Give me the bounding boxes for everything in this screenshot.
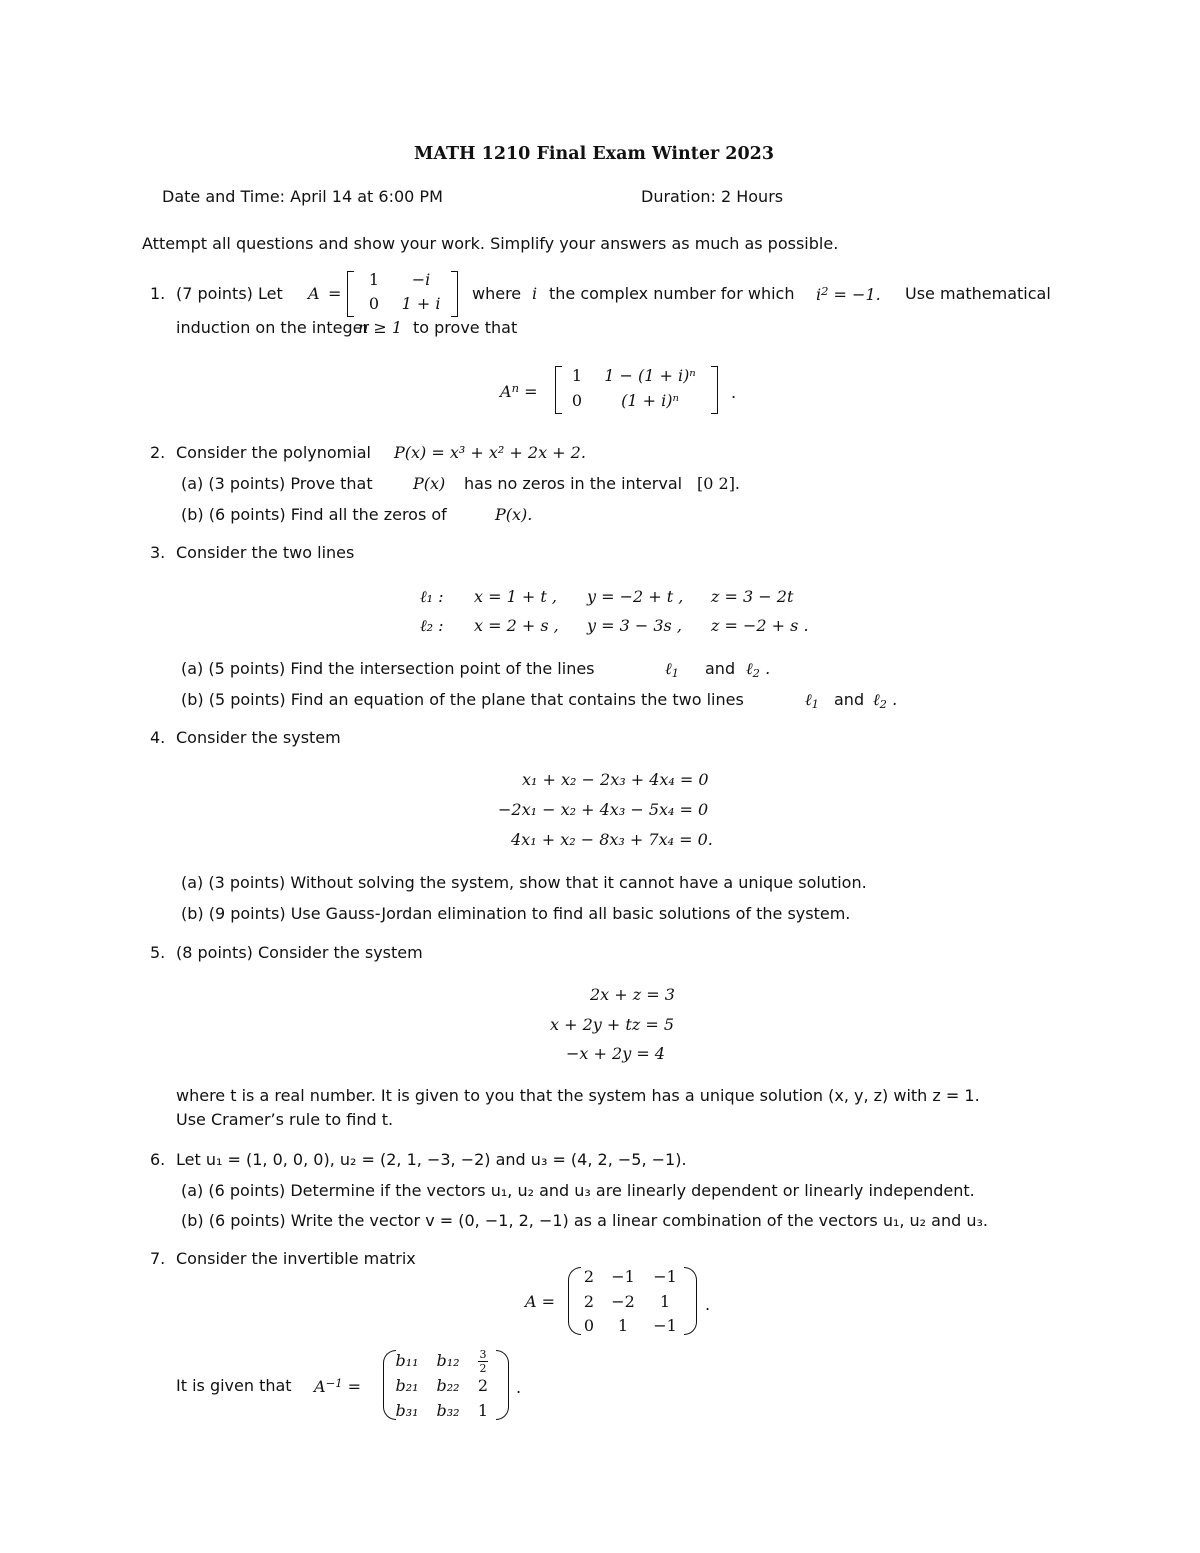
question-number: 1. bbox=[150, 284, 166, 303]
question-number: 6. bbox=[150, 1150, 166, 1169]
matrix-cell: 0 bbox=[368, 294, 380, 313]
question-text: where t is a real number. It is given to you that the system has a unique solution (x, y, z) with z = 1. bbox=[176, 1086, 980, 1105]
part-b: (b) (5 points) Find an equation of the plane that contains the two lines bbox=[181, 690, 744, 709]
question-text: Use mathematical bbox=[905, 284, 1051, 303]
math-text: A = bbox=[525, 1292, 556, 1311]
matrix-cell: 1 − (1 + i)ⁿ bbox=[604, 366, 696, 385]
exam-instructions: Attempt all questions and show your work. Simplify your answers as much as possible. bbox=[142, 234, 839, 253]
math-text: ℓ$_1$ bbox=[805, 690, 819, 711]
math-text: n ≥ 1 bbox=[358, 318, 403, 337]
fraction-denominator: 2 bbox=[479, 1362, 487, 1375]
polynomial: P(x) = x³ + x² + 2x + 2. bbox=[394, 443, 586, 462]
matrix-cell: −1 bbox=[611, 1267, 635, 1286]
right-bracket bbox=[711, 366, 718, 414]
matrix-cell: −i bbox=[411, 270, 431, 289]
matrix-cell: −1 bbox=[653, 1316, 677, 1335]
part-a: (a) (6 points) Determine if the vectors u₁, u₂ and u₃ are linearly dependent or linearly independent. bbox=[181, 1181, 975, 1200]
matrix-cell: b₁₂ bbox=[436, 1351, 460, 1370]
math-text: P(x). bbox=[495, 505, 533, 524]
matrix-cell: b₃₂ bbox=[436, 1401, 460, 1420]
line-label: ℓ₂ : bbox=[420, 616, 444, 635]
matrix-cell: 1 bbox=[477, 1401, 489, 1420]
question-text: to prove that bbox=[413, 318, 518, 337]
math-text: . bbox=[516, 1378, 522, 1397]
math-text: $A^{-1}$ = bbox=[314, 1376, 362, 1397]
equation: x = 2 + s , bbox=[474, 616, 559, 635]
math-text: i bbox=[532, 284, 538, 303]
part-a: (a) (3 points) Without solving the system, show that it cannot have a unique solution. bbox=[181, 873, 867, 892]
equation: z = −2 + s . bbox=[711, 616, 809, 635]
equation: 2x + z = 3 bbox=[590, 985, 675, 1004]
math-text: ℓ$_2$ . bbox=[873, 690, 898, 711]
matrix-cell: 1 bbox=[571, 366, 583, 385]
math-text: = bbox=[328, 284, 342, 303]
equation: y = 3 − 3s , bbox=[587, 616, 682, 635]
question-number: 3. bbox=[150, 543, 166, 562]
question-text: and bbox=[705, 659, 736, 678]
matrix-cell: 2 bbox=[583, 1292, 595, 1311]
question-text: Consider the polynomial bbox=[176, 443, 371, 462]
question-text: and bbox=[834, 690, 865, 709]
matrix-cell: −1 bbox=[653, 1267, 677, 1286]
part-b: (b) (9 points) Use Gauss-Jordan elimination to find all basic solutions of the system. bbox=[181, 904, 851, 923]
left-bracket bbox=[555, 366, 562, 414]
question-text: It is given that bbox=[176, 1376, 292, 1395]
part-a: (a) (5 points) Find the intersection point of the lines bbox=[181, 659, 595, 678]
line-label: ℓ₁ : bbox=[420, 587, 444, 606]
matrix-cell: 2 bbox=[583, 1267, 595, 1286]
equation: −2x₁ − x₂ + 4x₃ − 5x₄ = 0 bbox=[498, 800, 709, 819]
question-text: induction on the integer bbox=[176, 318, 370, 337]
equation: −x + 2y = 4 bbox=[566, 1044, 665, 1063]
equation: x = 1 + t , bbox=[474, 587, 557, 606]
matrix-cell: 0 bbox=[583, 1316, 595, 1335]
equation: y = −2 + t , bbox=[587, 587, 684, 606]
exam-title: MATH 1210 Final Exam Winter 2023 bbox=[414, 144, 774, 164]
question-points: (7 points) Let bbox=[176, 284, 283, 303]
matrix-cell: 1 bbox=[617, 1316, 629, 1335]
matrix-cell: b₂₁ bbox=[395, 1376, 419, 1395]
matrix-cell: 2 bbox=[477, 1376, 489, 1395]
question-number: 5. bbox=[150, 943, 166, 962]
math-text: . bbox=[705, 1295, 711, 1314]
part-b: (b) (6 points) Write the vector v = (0, −1, 2, −1) as a linear combination of the vectors u₁, u₂ and u₃. bbox=[181, 1211, 989, 1230]
equation: 4x₁ + x₂ − 8x₃ + 7x₄ = 0. bbox=[511, 830, 713, 849]
matrix-cell: 1 + i bbox=[401, 294, 441, 313]
matrix-cell: 0 bbox=[571, 391, 583, 410]
equation: x₁ + x₂ − 2x₃ + 4x₄ = 0 bbox=[522, 770, 709, 789]
question-text: Use Cramer’s rule to find t. bbox=[176, 1110, 394, 1129]
question-text: the complex number for which bbox=[549, 284, 795, 303]
matrix-cell: (1 + i)ⁿ bbox=[621, 391, 679, 410]
matrix-cell: −2 bbox=[611, 1292, 635, 1311]
part-a: (a) (3 points) Prove that bbox=[181, 474, 373, 493]
math-text: . bbox=[731, 383, 737, 402]
question-text: where bbox=[472, 284, 522, 303]
question-text: Consider the invertible matrix bbox=[176, 1249, 416, 1268]
matrix-cell: b₂₂ bbox=[436, 1376, 460, 1395]
math-text: ℓ$_1$ bbox=[665, 659, 679, 680]
right-paren bbox=[684, 1267, 697, 1335]
math-text: $i^2 = -1$. bbox=[816, 284, 881, 305]
interval: [0 2]. bbox=[697, 474, 741, 493]
equation: x + 2y + tz = 5 bbox=[550, 1015, 675, 1034]
equation: z = 3 − 2t bbox=[711, 587, 794, 606]
right-paren bbox=[496, 1350, 509, 1420]
math-text: P(x) bbox=[413, 474, 446, 493]
matrix-cell: 1 bbox=[659, 1292, 671, 1311]
matrix-cell: b₁₁ bbox=[395, 1351, 419, 1370]
question-text: (8 points) Consider the system bbox=[176, 943, 423, 962]
matrix-cell: b₃₁ bbox=[395, 1401, 419, 1420]
right-bracket bbox=[451, 271, 458, 317]
part-b: (b) (6 points) Find all the zeros of bbox=[181, 505, 447, 524]
fraction-numerator: 3 bbox=[479, 1348, 487, 1361]
question-number: 2. bbox=[150, 443, 166, 462]
left-bracket bbox=[347, 271, 354, 317]
question-text: Consider the system bbox=[176, 728, 341, 747]
exam-duration: Duration: 2 Hours bbox=[641, 187, 784, 206]
exam-datetime: Date and Time: April 14 at 6:00 PM bbox=[162, 187, 443, 206]
question-text: has no zeros in the interval bbox=[464, 474, 683, 493]
question-number: 7. bbox=[150, 1249, 166, 1268]
question-text: Consider the two lines bbox=[176, 543, 355, 562]
math-text: $A^n$ = bbox=[500, 381, 538, 402]
question-text: Let u₁ = (1, 0, 0, 0), u₂ = (2, 1, −3, −2) and u₃ = (4, 2, −5, −1). bbox=[176, 1150, 687, 1169]
math-text: A bbox=[308, 284, 320, 303]
matrix-cell: 1 bbox=[368, 270, 380, 289]
math-text: ℓ$_2$ . bbox=[746, 659, 771, 680]
question-number: 4. bbox=[150, 728, 166, 747]
